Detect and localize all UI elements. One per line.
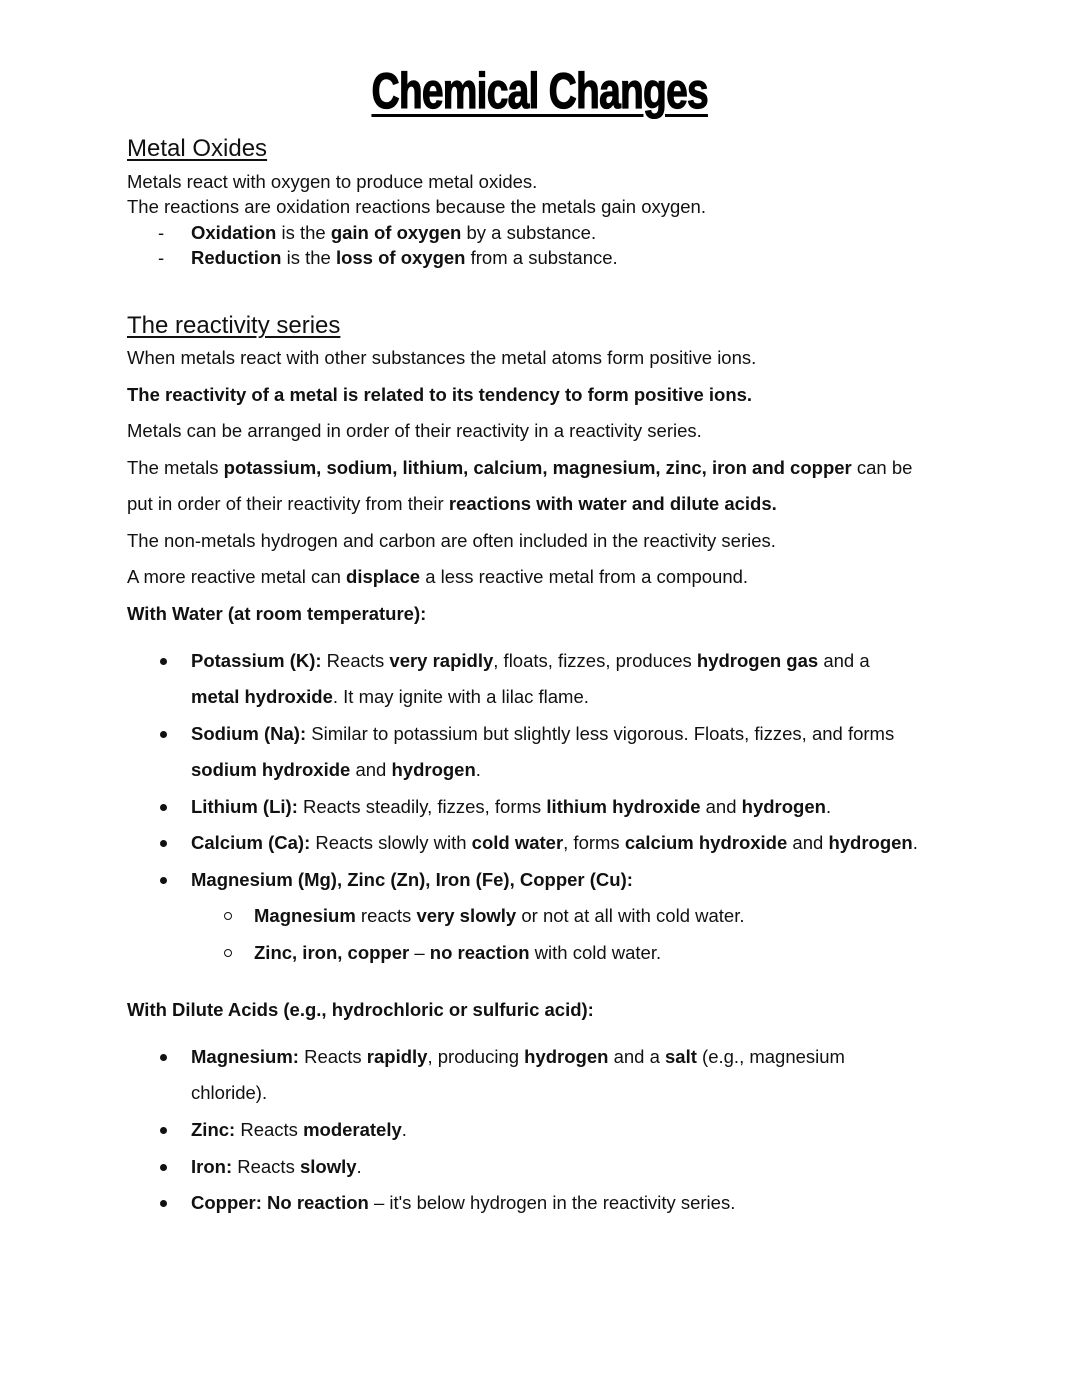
text: chloride). — [191, 1082, 268, 1103]
subheading-with-dilute-acids — [127, 999, 594, 1021]
bold-text: reactions with water and dilute acids. — [448, 493, 777, 514]
text: . — [356, 1156, 362, 1177]
bold-text: With Dilute Acids (e.g., hydrochloric or sulfuric acid): — [127, 999, 594, 1020]
text: and — [700, 796, 742, 817]
text: and a — [608, 1046, 666, 1067]
dash-marker: - — [158, 222, 165, 243]
paragraph-line — [127, 384, 752, 406]
text: The reactions are oxidation reactions because the metals gain oxygen. — [127, 196, 706, 217]
text: by a substance. — [461, 222, 597, 243]
text: is the — [276, 222, 331, 243]
dash-list-item — [191, 222, 596, 244]
text: . — [401, 1119, 407, 1140]
bullet-item-lithium — [191, 796, 831, 818]
sub-bullet-circle-icon — [224, 949, 232, 957]
bold-text: displace — [346, 566, 421, 587]
bold-text: slowly — [299, 1156, 357, 1177]
text: . It may ignite with a lilac flame. — [332, 686, 589, 707]
bold-text: Magnesium — [254, 905, 356, 926]
text: – — [409, 942, 430, 963]
bullet-item-zinc-acid — [191, 1119, 407, 1141]
bold-text: Magnesium (Mg), Zinc (Zn), Iron (Fe), Copper (Cu): — [191, 869, 633, 890]
subheading-with-water — [127, 603, 426, 625]
bullet-item-calcium — [191, 832, 918, 854]
bold-text: hydrogen — [524, 1046, 609, 1067]
bullet-icon — [160, 877, 167, 884]
section-heading-reactivity-series: The reactivity series — [127, 312, 341, 339]
text: (e.g., magnesium — [696, 1046, 845, 1067]
bullet-icon — [160, 804, 167, 811]
text: Reacts — [232, 1156, 300, 1177]
paragraph-line — [127, 530, 776, 552]
bullet-icon — [160, 1127, 167, 1134]
sub-bullet-item-zinc-iron-copper — [254, 942, 661, 964]
bold-text: Potassium (K): — [191, 650, 322, 671]
bold-text: Iron: — [191, 1156, 233, 1177]
paragraph-line — [127, 171, 537, 193]
bold-text: salt — [665, 1046, 697, 1067]
bold-text: With Water (at room temperature): — [127, 603, 427, 624]
bold-text: metal hydroxide — [191, 686, 333, 707]
text: , forms — [563, 832, 625, 853]
bullet-icon — [160, 1200, 167, 1207]
text: Reacts — [298, 1046, 367, 1067]
text: Reacts — [235, 1119, 304, 1140]
title-text: Chemical Changes — [371, 63, 709, 119]
bold-text: gain of oxygen — [330, 222, 462, 243]
text: put in order of their reactivity from their — [127, 493, 449, 514]
text: The non-metals hydrogen and carbon are often included in the reactivity series. — [127, 530, 776, 551]
text: Metals react with oxygen to produce metal oxides. — [127, 171, 538, 192]
bullet-item-magnesium-acid — [191, 1046, 845, 1068]
bullet-item-copper-acid — [191, 1192, 735, 1214]
bold-text: potassium, sodium, lithium, calcium, magnesium, zinc, iron and copper — [223, 457, 852, 478]
bold-text: very rapidly — [389, 650, 494, 671]
paragraph-line — [127, 566, 748, 588]
bold-text: Sodium (Na): — [191, 723, 307, 744]
text: Metals can be arranged in order of their reactivity in a reactivity series. — [127, 420, 702, 441]
bullet-icon — [160, 731, 167, 738]
bold-text: cold water — [471, 832, 564, 853]
document-title — [0, 62, 1080, 120]
bullet-item-continuation — [191, 686, 589, 708]
bold-text: Magnesium: — [191, 1046, 299, 1067]
text: or not at all with cold water. — [516, 905, 745, 926]
text: . — [912, 832, 918, 853]
paragraph-line — [127, 457, 912, 479]
bold-text: hydrogen — [828, 832, 913, 853]
bold-text: Lithium (Li): — [191, 796, 298, 817]
bullet-item-other-metals — [191, 869, 633, 891]
dash-list-item — [191, 247, 618, 269]
bold-text: hydrogen — [391, 759, 476, 780]
text: with cold water. — [529, 942, 662, 963]
text: A more reactive metal can — [127, 566, 347, 587]
text: The metals — [127, 457, 224, 478]
bullet-item-sodium — [191, 723, 894, 745]
text: and — [787, 832, 829, 853]
bold-text: hydrogen gas — [696, 650, 819, 671]
bullet-item-continuation — [191, 759, 481, 781]
section-heading-metal-oxides: Metal Oxides — [127, 135, 268, 162]
sub-bullet-item-magnesium — [254, 905, 745, 927]
bold-text: moderately — [303, 1119, 402, 1140]
bullet-item-potassium — [191, 650, 870, 672]
text: . — [825, 796, 832, 817]
text: Reacts slowly with — [310, 832, 472, 853]
text: , floats, fizzes, produces — [493, 650, 697, 671]
bold-text: Copper: No reaction — [191, 1192, 369, 1213]
bold-text: Zinc, iron, copper — [254, 942, 410, 963]
text: , producing — [427, 1046, 525, 1067]
text: Reacts — [321, 650, 390, 671]
bold-text: Calcium (Ca): — [191, 832, 311, 853]
bullet-icon — [160, 658, 167, 665]
text: can be — [851, 457, 913, 478]
bullet-icon — [160, 840, 167, 847]
bold-text: The reactivity of a metal is related to its tendency to form positive ions. — [127, 384, 753, 405]
bold-text: sodium hydroxide — [191, 759, 351, 780]
paragraph-line — [127, 196, 706, 218]
bold-text: Reduction — [191, 247, 282, 268]
text: Similar to potassium but slightly less vigorous. Floats, fizzes, and forms — [306, 723, 895, 744]
bold-text: Zinc: — [191, 1119, 236, 1140]
text: from a substance. — [465, 247, 618, 268]
paragraph-line — [127, 347, 756, 369]
sub-bullet-circle-icon — [224, 912, 232, 920]
text: and — [350, 759, 392, 780]
text: When metals react with other substances the metal atoms form positive ions. — [127, 347, 757, 368]
bullet-item-iron-acid — [191, 1156, 362, 1178]
bullet-icon — [160, 1164, 167, 1171]
bold-text: no reaction — [429, 942, 530, 963]
paragraph-line — [127, 493, 777, 515]
text: reacts — [355, 905, 417, 926]
bold-text: loss of oxygen — [335, 247, 466, 268]
text: and a — [818, 650, 870, 671]
bold-text: hydrogen — [741, 796, 826, 817]
text: – it's below hydrogen in the reactivity series. — [368, 1192, 736, 1213]
text: is the — [281, 247, 336, 268]
dash-marker: - — [158, 247, 165, 268]
bold-text: Oxidation — [191, 222, 277, 243]
bullet-icon — [160, 1054, 167, 1061]
paragraph-line — [127, 420, 702, 442]
text: . — [475, 759, 481, 780]
bold-text: lithium hydroxide — [546, 796, 701, 817]
bold-text: rapidly — [366, 1046, 428, 1067]
text: Reacts steadily, fizzes, forms — [297, 796, 547, 817]
bullet-item-continuation — [191, 1082, 267, 1104]
bold-text: calcium hydroxide — [624, 832, 788, 853]
text: a less reactive metal from a compound. — [420, 566, 749, 587]
bold-text: very slowly — [416, 905, 517, 926]
